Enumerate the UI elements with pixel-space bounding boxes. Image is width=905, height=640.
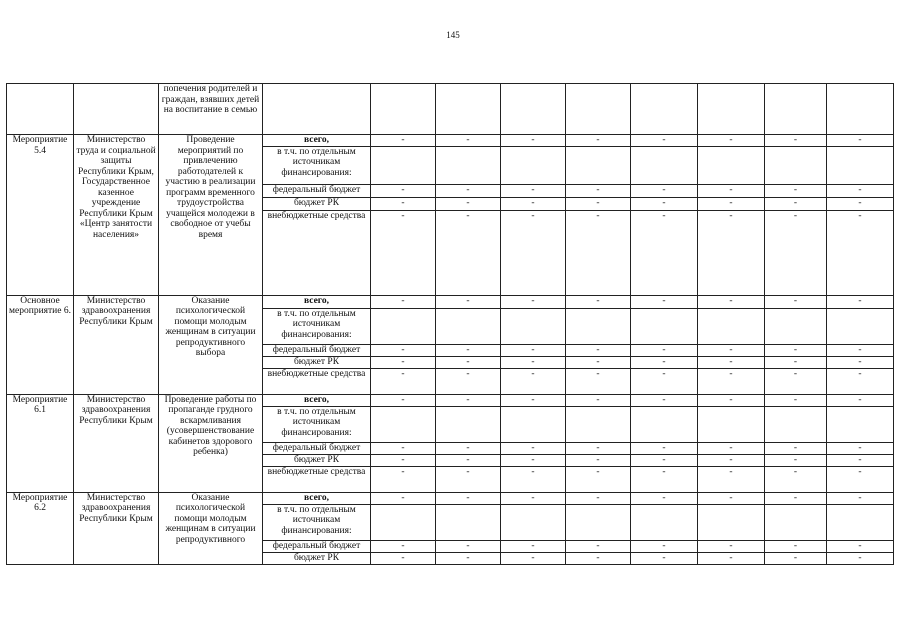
value-cell: - [631,368,698,394]
value-cell: - [698,368,765,394]
value-cell: - [566,135,631,147]
empty-cell [827,308,894,344]
empty-cell [765,84,827,135]
value-cell: - [436,135,501,147]
value-cell: - [501,295,566,308]
value-cell: - [765,135,827,147]
value-cell: - [436,442,501,454]
empty-cell [74,84,159,135]
empty-cell [765,308,827,344]
empty-cell [371,146,436,184]
source-rk: бюджет РК [263,197,371,210]
empty-cell [765,406,827,442]
empty-cell [698,504,765,540]
value-cell: - [631,466,698,492]
value-cell: - [566,344,631,356]
value-cell: - [371,135,436,147]
value-cell: - [566,454,631,466]
value-cell: - [436,197,501,210]
value-cell: - [827,210,894,295]
source-extra: внебюджетные средства [263,210,371,295]
empty-cell [631,406,698,442]
empty-cell [631,146,698,184]
description-cell: Оказание психологической помощи молодым женщинам в ситуации репродуктивного [159,492,263,564]
value-cell: - [436,394,501,406]
value-cell: - [436,454,501,466]
value-cell: - [698,344,765,356]
table-row [7,135,894,147]
source-incl: в т.ч. по отдельным источникам финансирования: [263,406,371,442]
value-cell: - [436,466,501,492]
empty-cell [436,84,501,135]
value-cell: - [631,184,698,197]
value-cell: - [698,295,765,308]
empty-cell [371,308,436,344]
value-cell: - [371,492,436,504]
value-cell: - [698,135,765,147]
empty-cell [566,84,631,135]
empty-cell [436,406,501,442]
value-cell: - [631,135,698,147]
value-cell: - [566,368,631,394]
value-cell: - [371,552,436,564]
source-rk: бюджет РК [263,454,371,466]
source-incl: в т.ч. по отдельным источникам финансирования: [263,308,371,344]
value-cell: - [631,540,698,552]
source-rk: бюджет РК [263,552,371,564]
empty-cell [436,308,501,344]
source-federal: федеральный бюджет [263,344,371,356]
value-cell: - [827,184,894,197]
value-cell: - [566,295,631,308]
empty-cell [371,406,436,442]
description-cell: Проведение мероприятий по привлечению работодателей к участию в реализации программ временного трудоустройства учащейся молодежи в свободное от учебы время [159,135,263,296]
value-cell: - [698,184,765,197]
continuation-row [7,84,894,135]
value-cell: - [566,492,631,504]
value-cell: - [436,184,501,197]
value-cell: - [698,552,765,564]
empty-cell [698,406,765,442]
empty-cell [371,504,436,540]
value-cell: - [371,344,436,356]
value-cell: - [371,442,436,454]
value-cell: - [765,197,827,210]
empty-cell [827,406,894,442]
empty-cell [827,504,894,540]
empty-cell [7,84,74,135]
value-cell: - [371,466,436,492]
executor-cell: Министерство здравоохранения Республики Крым [74,394,159,492]
page-number: 145 [446,30,460,40]
value-cell: - [371,295,436,308]
empty-cell [631,504,698,540]
empty-cell [698,146,765,184]
empty-cell [698,84,765,135]
empty-cell [371,84,436,135]
value-cell: - [698,492,765,504]
value-cell: - [501,368,566,394]
value-cell: - [765,356,827,368]
source-total: всего, [263,492,371,504]
measure-name: Мероприятие 6.2 [7,492,74,564]
value-cell: - [698,394,765,406]
value-cell: - [566,197,631,210]
empty-cell [827,146,894,184]
empty-cell [501,504,566,540]
executor-cell: Министерство здравоохранения Республики Крым [74,295,159,394]
empty-cell [566,146,631,184]
source-incl: в т.ч. по отдельным источникам финансирования: [263,504,371,540]
value-cell: - [631,356,698,368]
description-cell: попечения родителей и граждан, взявших детей на воспитание в семью [159,84,263,135]
value-cell: - [501,184,566,197]
value-cell: - [765,466,827,492]
value-cell: - [371,454,436,466]
empty-cell [436,146,501,184]
value-cell: - [631,210,698,295]
value-cell: - [566,210,631,295]
executor-cell: Министерство труда и социальной защиты Республики Крым, Государственное казенное учреждение Республики Крым «Центр занятости населения» [74,135,159,296]
value-cell: - [765,394,827,406]
empty-cell [827,84,894,135]
value-cell: - [501,492,566,504]
value-cell: - [827,454,894,466]
empty-cell [501,146,566,184]
description-cell: Оказание психологической помощи молодым женщинам в ситуации репродуктивного выбора [159,295,263,394]
value-cell: - [765,184,827,197]
value-cell: - [698,540,765,552]
value-cell: - [566,540,631,552]
value-cell: - [436,492,501,504]
empty-cell [566,406,631,442]
value-cell: - [827,368,894,394]
value-cell: - [698,442,765,454]
value-cell: - [501,394,566,406]
value-cell: - [371,184,436,197]
program-financing-table [6,83,894,565]
value-cell: - [566,356,631,368]
source-total: всего, [263,295,371,308]
value-cell: - [371,356,436,368]
value-cell: - [501,135,566,147]
source-total: всего, [263,394,371,406]
value-cell: - [827,295,894,308]
table-row [7,295,894,308]
value-cell: - [501,442,566,454]
source-extra: внебюджетные средства [263,368,371,394]
value-cell: - [827,442,894,454]
value-cell: - [631,442,698,454]
value-cell: - [566,442,631,454]
value-cell: - [765,442,827,454]
value-cell: - [371,394,436,406]
empty-cell [765,146,827,184]
value-cell: - [371,368,436,394]
empty-cell [501,406,566,442]
empty-cell [566,308,631,344]
value-cell: - [501,466,566,492]
value-cell: - [501,552,566,564]
value-cell: - [501,540,566,552]
value-cell: - [827,356,894,368]
value-cell: - [765,492,827,504]
value-cell: - [827,394,894,406]
measure-name: Мероприятие 5.4 [7,135,74,296]
empty-cell [765,504,827,540]
value-cell: - [765,368,827,394]
value-cell: - [698,356,765,368]
executor-cell: Министерство здравоохранения Республики Крым [74,492,159,564]
value-cell: - [827,197,894,210]
empty-cell [436,504,501,540]
value-cell: - [436,295,501,308]
value-cell: - [765,552,827,564]
description-cell: Проведение работы по пропаганде грудного вскармливания (усовершенствование кабинетов здорового ребенка) [159,394,263,492]
table-row [7,394,894,406]
value-cell: - [566,552,631,564]
value-cell: - [501,454,566,466]
value-cell: - [501,344,566,356]
source-federal: федеральный бюджет [263,184,371,197]
value-cell: - [827,135,894,147]
value-cell: - [371,197,436,210]
value-cell: - [371,540,436,552]
value-cell: - [501,197,566,210]
measure-name: Мероприятие 6.1 [7,394,74,492]
source-total: всего, [263,135,371,147]
source-rk: бюджет РК [263,356,371,368]
value-cell: - [827,552,894,564]
empty-cell [501,84,566,135]
value-cell: - [698,210,765,295]
value-cell: - [566,466,631,492]
source-incl: в т.ч. по отдельным источникам финансирования: [263,146,371,184]
value-cell: - [765,295,827,308]
value-cell: - [765,344,827,356]
value-cell: - [631,552,698,564]
table-row [7,492,894,504]
value-cell: - [765,540,827,552]
value-cell: - [436,552,501,564]
value-cell: - [698,454,765,466]
value-cell: - [436,210,501,295]
value-cell: - [827,540,894,552]
empty-cell [631,308,698,344]
value-cell: - [631,394,698,406]
value-cell: - [631,454,698,466]
empty-cell [698,308,765,344]
value-cell: - [566,184,631,197]
source-federal: федеральный бюджет [263,540,371,552]
value-cell: - [631,295,698,308]
value-cell: - [698,466,765,492]
value-cell: - [566,394,631,406]
value-cell: - [698,197,765,210]
value-cell: - [436,368,501,394]
value-cell: - [501,356,566,368]
empty-cell [263,84,371,135]
empty-cell [566,504,631,540]
value-cell: - [436,344,501,356]
measure-name: Основное мероприятие 6. [7,295,74,394]
value-cell: - [631,197,698,210]
source-federal: федеральный бюджет [263,442,371,454]
value-cell: - [827,492,894,504]
source-extra: внебюджетные средства [263,466,371,492]
value-cell: - [436,356,501,368]
value-cell: - [371,210,436,295]
value-cell: - [501,210,566,295]
value-cell: - [765,454,827,466]
value-cell: - [827,344,894,356]
value-cell: - [765,210,827,295]
value-cell: - [631,344,698,356]
empty-cell [501,308,566,344]
value-cell: - [827,466,894,492]
empty-cell [631,84,698,135]
value-cell: - [631,492,698,504]
value-cell: - [436,540,501,552]
